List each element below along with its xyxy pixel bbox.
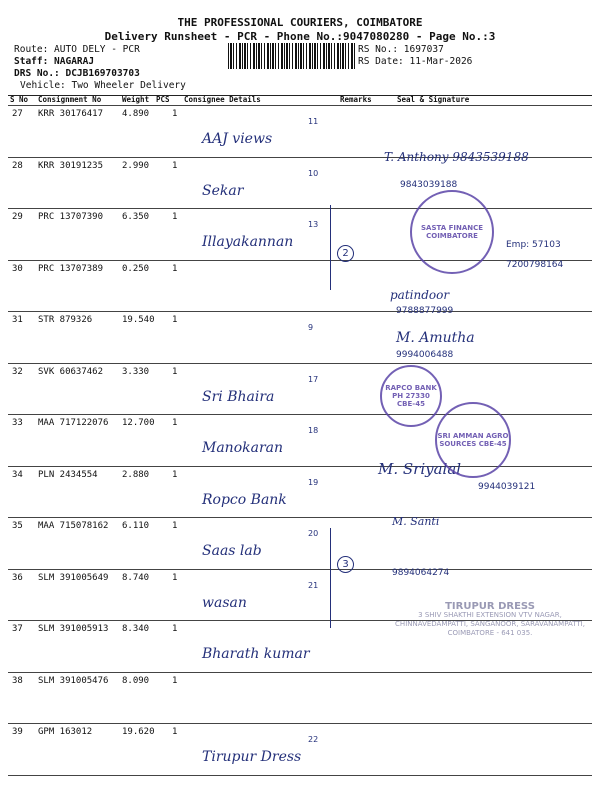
row-sno: 27 — [12, 109, 23, 119]
row-pcs: 1 — [172, 160, 178, 171]
row-pcs: 1 — [172, 263, 178, 274]
row-weight: 2.990 — [122, 160, 150, 171]
row-divider — [8, 723, 592, 724]
remarks-circle-bottom: 3 — [337, 556, 354, 573]
rs-date: RS Date: 11-Mar-2026 — [358, 56, 473, 67]
row-sno: 37 — [12, 624, 23, 634]
col-weight: Weight — [122, 95, 150, 104]
row-consignee-handwritten: Manokaran — [202, 440, 284, 456]
bank-stamp: RAPCO BANK PH 27330 CBE-45 — [380, 365, 442, 427]
row-pcs: 1 — [172, 469, 178, 480]
dress-stamp — [390, 602, 590, 638]
row-mark: 21 — [308, 580, 319, 590]
col-consignee: Consignee Details — [184, 95, 261, 104]
col-pcs: PCS — [156, 95, 170, 104]
row-weight: 0.250 — [122, 263, 150, 274]
row-pcs: 1 — [172, 366, 178, 377]
row-mark: 9 — [308, 323, 314, 332]
dress-stamp-name: TIRUPUR DRESS — [445, 601, 535, 612]
signature-row28: T. Anthony 9843539188 — [384, 150, 529, 164]
row-sno: 34 — [12, 469, 23, 480]
row-mark: 18 — [308, 426, 319, 435]
dress-stamp-line2: CHINNAVEDAMPATTI, SANGANOOR, SARAVANAMPATTI, — [395, 620, 585, 628]
row-divider — [8, 311, 592, 312]
signature-row30-emp: Emp: 57103 — [506, 240, 561, 250]
row-sno: 38 — [12, 675, 23, 686]
row-consignment: SLM 391005476 — [38, 675, 109, 686]
col-remarks: Remarks — [340, 95, 372, 104]
row-pcs: 1 — [172, 675, 178, 686]
signature-row35: M. Sriyalal — [378, 460, 462, 478]
row-consignee-handwritten: Sekar — [202, 182, 244, 199]
row-consignment: SVK 60637462 — [38, 366, 104, 377]
row-mark: 13 — [308, 220, 319, 229]
rs-number: RS No.: 1697037 — [358, 44, 444, 55]
row-weight: 8.340 — [122, 624, 150, 634]
header-divider — [8, 105, 592, 106]
row-pcs: 1 — [172, 572, 178, 583]
dress-stamp-line3: COIMBATORE - 641 035. — [447, 629, 533, 637]
dress-stamp-line1: 3 SHIV SHAKTHI EXTENSION VTV NAGAR, — [418, 611, 562, 619]
row-sno: 29 — [12, 212, 23, 222]
row-consignment: PRC 13707389 — [38, 263, 104, 274]
row-sno: 28 — [12, 160, 23, 171]
row-sno: 31 — [12, 315, 23, 325]
drs-label: DRS No.: DCJB169703703 — [14, 68, 140, 79]
row-mark: 19 — [308, 477, 319, 487]
row-pcs: 1 — [172, 521, 178, 531]
row-consignee-handwritten: Ropco Bank — [202, 491, 287, 508]
row-pcs: 1 — [172, 315, 178, 325]
row-pcs: 1 — [172, 624, 178, 634]
signature-row35-phone: 9944039121 — [478, 482, 536, 492]
row-pcs: 1 — [172, 727, 178, 737]
row-pcs: 1 — [172, 109, 178, 119]
row-divider — [8, 517, 592, 518]
signature-row32: M. Amutha — [396, 330, 475, 346]
signature-row38-phone: 9894064274 — [392, 568, 450, 578]
row-weight: 8.090 — [122, 675, 150, 686]
row-consignment: GPM 163012 — [38, 727, 93, 737]
row-divider — [8, 569, 592, 570]
row-weight: 8.740 — [122, 572, 150, 583]
row-mark: 22 — [308, 735, 319, 744]
row-consignee-handwritten: Saas lab — [202, 543, 262, 559]
row-consignee-handwritten: AAJ views — [202, 131, 273, 147]
row-weight: 2.880 — [122, 469, 150, 480]
row-divider — [8, 363, 592, 364]
row-consignee-handwritten: Sri Bhaira — [202, 388, 275, 405]
row-divider — [8, 775, 592, 776]
runsheet-title: Delivery Runsheet - PCR - Phone No.:9047080280 - Page No.:3 — [104, 30, 496, 43]
vehicle-label: Vehicle: Two Wheeler Delivery — [20, 80, 186, 91]
row-divider — [8, 260, 592, 261]
row-weight: 6.350 — [122, 212, 150, 222]
row-consignee-handwritten: Tirupur Dress — [202, 749, 302, 765]
row-weight: 19.620 — [122, 727, 155, 737]
row-consignment: SLM 391005649 — [38, 572, 109, 583]
row-consignee-handwritten: Illayakannan — [202, 234, 294, 250]
signature-row31: patindoor — [390, 288, 450, 302]
row-pcs: 1 — [172, 212, 178, 222]
row-mark: 11 — [308, 117, 319, 126]
company-title: THE PROFESSIONAL COURIERS, COIMBATORE — [177, 16, 423, 29]
row-pcs: 1 — [172, 418, 178, 428]
row-weight: 6.110 — [122, 521, 150, 531]
row-consignee-handwritten: wasan — [202, 594, 247, 611]
row-consignment: STR 879326 — [38, 315, 93, 325]
row-consignment: PRC 13707390 — [38, 212, 104, 222]
row-divider — [8, 466, 592, 467]
row-weight: 12.700 — [122, 418, 155, 428]
row-divider — [8, 208, 592, 209]
row-weight: 3.330 — [122, 366, 150, 377]
row-sno: 35 — [12, 521, 23, 531]
row-consignment: SLM 391005913 — [38, 624, 109, 634]
row-mark: 10 — [308, 168, 319, 178]
remarks-bracket-top — [330, 205, 331, 290]
barcode — [228, 43, 356, 69]
row-sno: 36 — [12, 572, 23, 583]
row-mark: 20 — [308, 529, 319, 538]
row-sno: 33 — [12, 418, 23, 428]
col-signature: Seal & Signature — [397, 95, 470, 104]
signature-row28-phone: 9843039188 — [400, 180, 458, 190]
signature-row31-phone: 9788877999 — [396, 306, 454, 316]
agro-stamp: SRI AMMAN AGRO SOURCES CBE-45 — [435, 402, 511, 478]
signature-row32-phone: 9994006488 — [396, 350, 454, 360]
row-sno: 30 — [12, 263, 23, 274]
col-consignment: Consignment No — [38, 95, 102, 104]
row-mark: 17 — [308, 374, 319, 384]
row-divider — [8, 672, 592, 673]
row-consignment: PLN 2434554 — [38, 469, 98, 480]
signature-row36: M. Santi — [392, 515, 440, 528]
col-sno: S No — [10, 95, 29, 104]
row-consignment: KRR 30176417 — [38, 109, 104, 119]
staff-label: Staff: NAGARAJ — [14, 56, 95, 67]
row-weight: 4.890 — [122, 109, 150, 119]
row-consignment: KRR 30191235 — [38, 160, 104, 171]
row-sno: 39 — [12, 727, 23, 737]
row-consignment: MAA 717122076 — [38, 418, 109, 428]
row-sno: 32 — [12, 366, 23, 377]
remarks-circle-top: 2 — [337, 245, 354, 262]
finance-stamp: SASTA FINANCE COIMBATORE — [410, 190, 494, 274]
row-divider — [8, 414, 592, 415]
remarks-bracket-bottom — [330, 528, 331, 628]
route-label: Route: AUTO DELY - PCR — [14, 44, 140, 55]
row-consignment: MAA 715078162 — [38, 521, 109, 531]
row-weight: 19.540 — [122, 315, 155, 325]
signature-row30-phone: 7200798164 — [506, 260, 564, 270]
row-consignee-handwritten: Bharath kumar — [202, 646, 310, 662]
